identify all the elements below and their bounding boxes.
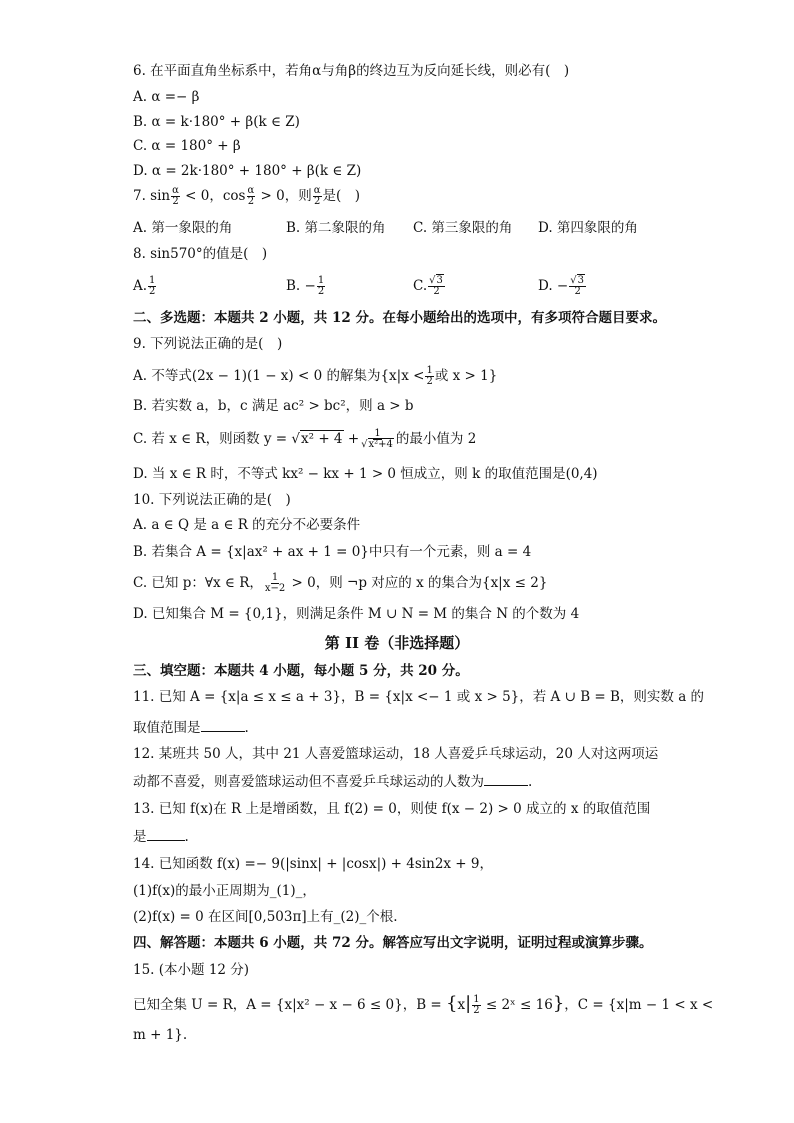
q9-c-frac: $\frac{1}{\text{√x²+4}}$ bbox=[361, 428, 393, 450]
q10-option-c: C. 已知 p：∀x ∈ R， $\frac{1}{x-2}$ > 0，则 ¬p 对应的 x 的集合为{x|x ≤ 2} bbox=[133, 572, 548, 594]
q13-answer-blank bbox=[147, 829, 185, 841]
q12-line-2: 动都不喜爱，则喜爱篮球运动但不喜爱乒乓球运动的人数为 . bbox=[133, 774, 533, 790]
q10-option-d: D. 已知集合 M = {0,1}，则满足条件 M ∪ N = M 的集合 N 的个数为 4 bbox=[133, 606, 580, 622]
q9-option-a: A. 不等式(2x − 1)(1 − x) < 0 的解集为{x|x < $\frac{1}{2}$ 或 x > 1} bbox=[133, 365, 498, 387]
q12-answer-blank bbox=[484, 774, 528, 786]
q8-option-b: B. − $\frac{1}{2}$ bbox=[286, 275, 325, 297]
q15-line-1: 已知全集 U = R，A = {x|x² − x − 6 ≤ 0}，B = {x| $\frac{1}{2}$ ≤ 2ˣ ≤ 16}，C = {x|m − 1 < x < bbox=[133, 993, 714, 1016]
q8-b-frac: $\frac{1}{2}$ bbox=[317, 275, 325, 297]
q6-option-a: A. α =− β bbox=[133, 89, 200, 105]
q9-option-d: D. 当 x ∈ R 时，不等式 kx² − kx + 1 > 0 恒成立，则 k 的取值范围是(0,4) bbox=[133, 466, 598, 482]
q8-option-d: D. − $\frac{√3}{2}$ bbox=[538, 275, 584, 297]
q15-line-2: m + 1}. bbox=[133, 1027, 188, 1043]
q8-d-frac: $\frac{√3}{2}$ bbox=[570, 275, 584, 297]
q7-option-d: D. 第四象限的角 bbox=[538, 220, 638, 236]
part-two-title: 第 II 卷（非选择题） bbox=[324, 634, 470, 652]
q8-option-c: C. $\frac{√3}{2}$ bbox=[413, 275, 443, 297]
section-multiple-choice-heading: 二、多选题：本题共 2 小题，共 12 分。在每小题给出的选项中，有多项符合题目要求。 bbox=[133, 310, 666, 326]
q9-option-c: C. 若 x ∈ R，则函数 y = √x² + 4 + $\frac{1}{\text{√x²+4}}$ 的最小值为 2 bbox=[133, 428, 477, 450]
q6-option-d: D. α = 2k·180° + 180° + β(k ∈ Z) bbox=[133, 163, 362, 179]
q11-answer-blank bbox=[201, 720, 245, 732]
q9-a-frac: $\frac{1}{2}$ bbox=[426, 365, 433, 387]
q7-frac-2: $\frac{\alpha}{2}$ bbox=[247, 185, 255, 207]
q7-stem: 7. sin $\frac{\alpha}{2}$ < 0，cos $\frac{\alpha}{2}$ > 0，则 $\frac{\alpha}{2}$ 是( ) bbox=[133, 185, 361, 207]
q9-option-b: B. 若实数 a，b，c 满足 ac² > bc²，则 a > b bbox=[133, 398, 414, 414]
q7-option-a: A. 第一象限的角 bbox=[133, 220, 233, 236]
q15-frac: $\frac{1}{2}$ bbox=[473, 994, 480, 1016]
q10-option-a: A. a ∈ Q 是 a ∈ R 的充分不必要条件 bbox=[133, 517, 361, 533]
q8-stem: 8. sin570°的值是( ) bbox=[133, 246, 268, 262]
q6-stem: 6. 在平面直角坐标系中，若角α与角β的终边互为反向延长线，则必有( ) bbox=[133, 63, 570, 79]
q10-stem: 10. 下列说法正确的是( ) bbox=[133, 492, 291, 508]
q6-option-b: B. α = k·180° + β(k ∈ Z) bbox=[133, 114, 300, 130]
section-fill-blank-heading: 三、填空题：本题共 4 小题，每小题 5 分，共 20 分。 bbox=[133, 663, 469, 679]
q11-line-1: 11. 已知 A = {x|a ≤ x ≤ a + 3}，B = {x|x <− 1 或 x > 5}，若 A ∪ B = B，则实数 a 的 bbox=[133, 689, 705, 705]
q7-option-c: C. 第三象限的角 bbox=[413, 220, 513, 236]
q6-option-c: C. α = 180° + β bbox=[133, 138, 241, 154]
q14-line-1: 14. 已知函数 f(x) =− 9(|sinx| + |cosx|) + 4sin2x + 9， bbox=[133, 856, 494, 872]
q10-option-b: B. 若集合 A = {x|ax² + ax + 1 = 0}中只有一个元素，则 a = 4 bbox=[133, 544, 532, 560]
q7-frac-1: $\frac{\alpha}{2}$ bbox=[172, 185, 179, 207]
q15-head: 15. (本小题 12 分) bbox=[133, 962, 250, 978]
section-solution-heading: 四、解答题：本题共 6 小题，共 72 分。解答应写出文字说明，证明过程或演算步骤。 bbox=[133, 935, 653, 951]
q14-line-2: (1)f(x)的最小正周期为_(1)_， bbox=[133, 883, 316, 899]
q13-line-1: 13. 已知 f(x)在 R 上是增函数，且 f(2) = 0，则使 f(x − 2) > 0 成立的 x 的取值范围 bbox=[133, 801, 651, 817]
q8-c-frac: $\frac{√3}{2}$ bbox=[429, 275, 443, 297]
q14-line-3: (2)f(x) = 0 在区间[0,503π]上有_(2)_个根. bbox=[133, 909, 398, 925]
q8-a-frac: $\frac{1}{2}$ bbox=[149, 275, 156, 297]
q11-line-2: 取值范围是 . bbox=[133, 720, 249, 736]
q7-option-b: B. 第二象限的角 bbox=[286, 220, 386, 236]
q13-line-2: 是 . bbox=[133, 829, 189, 845]
q10-c-frac: $\frac{1}{x-2}$ bbox=[264, 572, 286, 594]
q7-frac-3: $\frac{\alpha}{2}$ bbox=[313, 185, 321, 207]
q8-option-a: A. $\frac{1}{2}$ bbox=[133, 275, 156, 297]
q12-line-1: 12. 某班共 50 人，其中 21 人喜爱篮球运动，18 人喜爱乒乓球运动，20 人对这两项运 bbox=[133, 746, 659, 762]
q9-stem: 9. 下列说法正确的是( ) bbox=[133, 336, 283, 352]
